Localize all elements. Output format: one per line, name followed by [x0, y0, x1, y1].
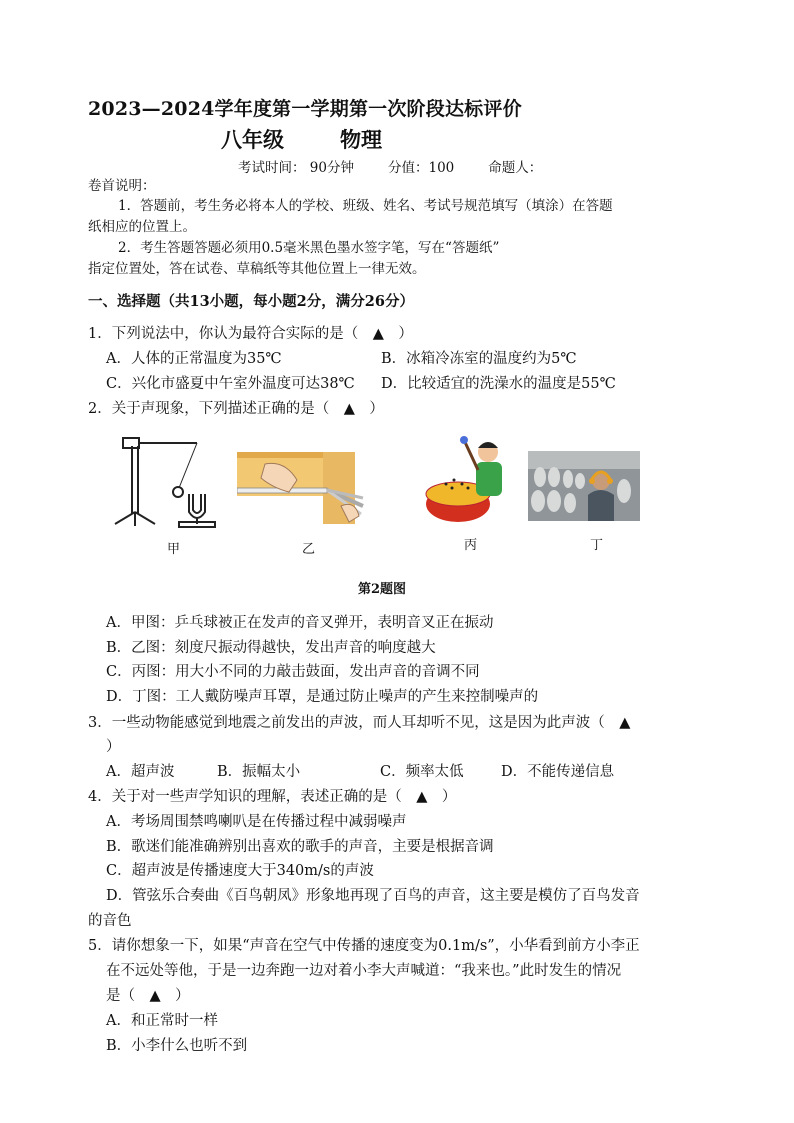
- question-3-option-d: D．不能传递信息: [501, 764, 615, 780]
- section-heading: 一、选择题（共13小题，每小题2分，满分26分）: [88, 293, 414, 310]
- subject-label: 物理: [340, 127, 382, 152]
- figure-label-bing: 丙: [464, 538, 478, 553]
- question-2-option-d: D．丁图：工人戴防噪声耳罩，是通过防止噪声的产生来控制噪声的: [106, 689, 539, 705]
- question-3-stem-cont: ）: [106, 739, 121, 755]
- question-5-stem: 5．请你想象一下，如果“声音在空气中传播的速度变为0.1m/s”，小华看到前方小李正: [88, 938, 640, 954]
- question-5-option-b: B．小李什么也听不到: [106, 1038, 248, 1054]
- question-4-option-d-cont: 的音色: [88, 913, 132, 929]
- question-4-option-d: D．管弦乐合奏曲《百鸟朝凤》形象地再现了百鸟的声音，这主要是模仿了百鸟发音: [106, 888, 640, 904]
- figure-ding-factory: [528, 451, 640, 521]
- question-1-option-a: A．人体的正常温度为35℃: [106, 351, 282, 367]
- grade-label: 八年级: [221, 127, 284, 152]
- exam-score: 分值：100: [387, 160, 455, 176]
- figure-bing-drum: [422, 432, 512, 530]
- question-2-option-a: A．甲图：乒乓球被正在发声的音叉弹开，表明音叉正在振动: [106, 615, 494, 631]
- figure-yi-ruler: [237, 448, 367, 526]
- question-3-option-a: A．超声波: [106, 764, 175, 780]
- figure-caption: 第2题图: [358, 582, 407, 597]
- instruction-2: 2．考生答题答题必须用0.5毫米黑色墨水签字笔，写在“答题纸”: [118, 240, 500, 256]
- instructions-heading: 卷首说明：: [88, 178, 156, 194]
- question-1-stem: 1．下列说法中，你认为最符合实际的是（ ▲ ）: [88, 326, 413, 342]
- question-5-option-a: A．和正常时一样: [106, 1013, 218, 1029]
- figure-label-yi: 乙: [302, 542, 316, 557]
- figure-label-jia: 甲: [167, 542, 181, 557]
- grade-subject: [221, 124, 438, 154]
- exam-title: 2023—2024学年度第一学期第一次阶段达标评价: [88, 98, 522, 120]
- question-4-option-c: C．超声波是传播速度大于340m/s的声波: [106, 863, 374, 879]
- instruction-1: 1．答题前，考生务必将本人的学校、班级、姓名、考试号规范填写（填涂）在答题: [118, 198, 613, 214]
- exam-info: [238, 156, 576, 176]
- question-4-option-a: A．考场周围禁鸣喇叭是在传播过程中减弱噪声: [106, 814, 407, 830]
- question-5-stem-line3: 是（ ▲ ）: [106, 988, 190, 1004]
- question-2-option-c: C．丙图：用大小不同的力敲击鼓面，发出声音的音调不同: [106, 664, 480, 680]
- question-2-stem: 2．关于声现象，下列描述正确的是（ ▲ ）: [88, 401, 384, 417]
- question-1-option-c: C．兴化市盛夏中午室外温度可达38℃: [106, 376, 355, 392]
- question-1-option-b: B．冰箱冷冻室的温度约为5℃: [381, 351, 577, 367]
- exam-author: 命题人：: [488, 160, 543, 176]
- instruction-2-cont: 指定位置处，答在试卷、草稿纸等其他位置上一律无效。: [88, 261, 426, 277]
- question-4-option-b: B．歌迷们能准确辨别出喜欢的歌手的声音，主要是根据音调: [106, 839, 494, 855]
- figure-label-ding: 丁: [590, 538, 604, 553]
- question-2-option-b: B．乙图：刻度尺振动得越快，发出声音的响度越大: [106, 640, 436, 656]
- question-3-option-b: B．振幅太小: [217, 764, 301, 780]
- question-5-stem-line2: 在不远处等他，于是一边奔跑一边对着小李大声喊道：“我来也。”此时发生的情况: [106, 963, 622, 979]
- question-3-stem: 3．一些动物能感觉到地震之前发出的声波，而人耳却听不见，这是因为此声波（ ▲: [88, 715, 631, 731]
- instruction-1-cont: 纸相应的位置上。: [88, 219, 196, 235]
- question-3-option-c: C．频率太低: [380, 764, 464, 780]
- question-4-stem: 4．关于对一些声学知识的理解，表述正确的是（ ▲ ）: [88, 789, 457, 805]
- question-1-option-d: D．比较适宜的洗澡水的温度是55℃: [381, 376, 616, 392]
- figure-jia-tuning-fork: [105, 432, 225, 530]
- exam-time: 考试时间： 90分钟: [238, 160, 354, 176]
